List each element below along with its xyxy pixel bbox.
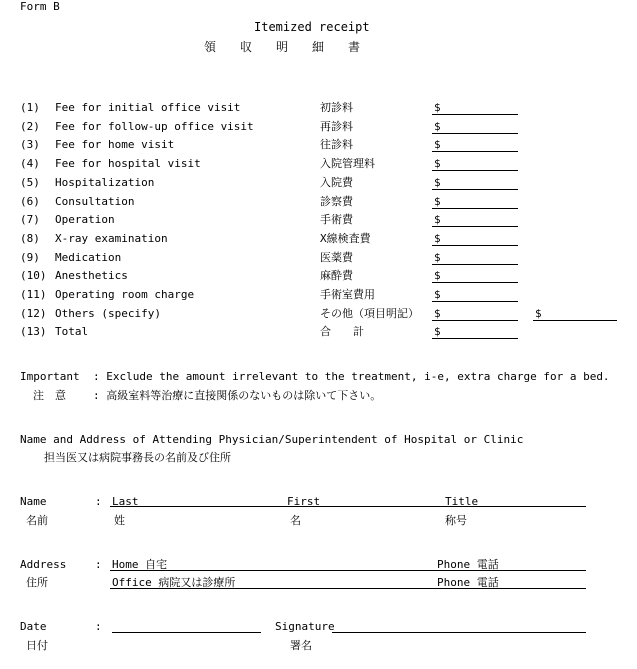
address-colon: : [95, 558, 102, 571]
office-address-label: Office 病院又は診療所 [112, 576, 236, 589]
item-label-japanese: 診察費 [320, 195, 353, 208]
item-label-english: Fee for initial office visit [55, 101, 241, 114]
important-text-ja: : 高級室料等治療に直接関係のないものは除いて下さい。 [93, 389, 382, 402]
first-name-label-ja: 名 [290, 514, 301, 527]
item-label-english: Others (specify) [55, 307, 161, 320]
amount-field[interactable] [432, 245, 518, 246]
amount-currency: $ [434, 120, 441, 133]
item-label-japanese: 往診料 [320, 138, 353, 151]
item-label-english: Fee for home visit [55, 138, 175, 151]
others-amount-currency: $ [535, 307, 542, 320]
amount-field[interactable] [432, 151, 518, 152]
amount-currency: $ [434, 101, 441, 114]
item-label-japanese: 入院費 [320, 176, 353, 189]
signature-label: Signature [275, 620, 335, 633]
office-address-line[interactable] [110, 588, 586, 589]
item-label-japanese: 入院管理料 [320, 157, 375, 170]
name-field-line[interactable] [110, 506, 586, 507]
item-number: (13) [20, 325, 47, 338]
item-number: (5) [20, 176, 40, 189]
date-label: Date [20, 620, 47, 633]
amount-currency: $ [434, 232, 441, 245]
item-number: (6) [20, 195, 40, 208]
important-label-ja: 注 意 [33, 389, 66, 402]
item-label-english: Hospitalization [55, 176, 155, 189]
item-number: (4) [20, 157, 40, 170]
item-label-japanese: その他（項目明記） [320, 307, 419, 320]
amount-currency: $ [434, 195, 441, 208]
last-name-label-ja: 姓 [114, 514, 125, 527]
signature-field-line[interactable] [332, 632, 586, 633]
name-label: Name [20, 495, 47, 508]
amount-currency: $ [434, 307, 441, 320]
title-label: Title [445, 495, 479, 508]
item-number: (10) [20, 269, 47, 282]
amount-currency: $ [434, 251, 441, 264]
name-colon: : [95, 495, 102, 508]
amount-field[interactable] [432, 189, 518, 190]
item-label-english: Total [55, 325, 89, 338]
address-label-ja: 住所 [26, 576, 48, 589]
item-label-japanese: 再診料 [320, 120, 353, 133]
amount-currency: $ [434, 213, 441, 226]
item-number: (2) [20, 120, 40, 133]
title-label-ja: 称号 [445, 514, 467, 527]
date-colon: : [95, 620, 102, 633]
amount-currency: $ [434, 288, 441, 301]
date-field-line[interactable] [112, 632, 261, 633]
item-label-english: Medication [55, 251, 122, 264]
item-label-japanese: 医薬費 [320, 251, 353, 264]
item-label-english: Consultation [55, 195, 135, 208]
item-label-japanese: X線検査費 [320, 232, 371, 245]
physician-heading-ja: 担当医又は病院事務長の名前及び住所 [44, 451, 231, 464]
amount-field[interactable] [432, 208, 518, 209]
amount-field[interactable] [432, 282, 518, 283]
name-label-ja: 名前 [26, 514, 48, 527]
home-address-label: Home 自宅 [112, 558, 168, 571]
office-phone-label: Phone 電話 [437, 576, 499, 589]
amount-currency: $ [434, 176, 441, 189]
item-label-japanese: 麻酔費 [320, 269, 353, 282]
item-number: (8) [20, 232, 40, 245]
amount-field[interactable] [432, 338, 518, 339]
home-address-line[interactable] [110, 570, 586, 571]
item-number: (11) [20, 288, 47, 301]
physician-heading: Name and Address of Attending Physician/Superintendent of Hospital or Clinic [20, 433, 524, 446]
amount-field[interactable] [432, 264, 518, 265]
first-name-label: First [287, 495, 321, 508]
important-label: Important [20, 370, 80, 383]
item-label-english: Fee for hospital visit [55, 157, 201, 170]
item-label-english: Operating room charge [55, 288, 195, 301]
home-phone-label: Phone 電話 [437, 558, 499, 571]
item-label-english: Anesthetics [55, 269, 128, 282]
address-label: Address [20, 558, 67, 571]
item-label-english: X-ray examination [55, 232, 168, 245]
title-english: Itemized receipt [254, 20, 370, 34]
item-number: (1) [20, 101, 40, 114]
item-number: (9) [20, 251, 40, 264]
item-label-english: Operation [55, 213, 115, 226]
amount-field[interactable] [432, 170, 518, 171]
amount-field[interactable] [432, 226, 518, 227]
title-japanese: 領 収 明 細 書 [204, 40, 361, 54]
amount-field[interactable] [432, 320, 518, 321]
date-label-ja: 日付 [26, 639, 48, 652]
amount-currency: $ [434, 269, 441, 282]
amount-currency: $ [434, 138, 441, 151]
amount-field[interactable] [432, 114, 518, 115]
amount-currency: $ [434, 325, 441, 338]
amount-field[interactable] [432, 301, 518, 302]
amount-field[interactable] [432, 133, 518, 134]
others-specify-field[interactable] [533, 320, 617, 321]
form-label: Form B [20, 0, 60, 13]
item-label-japanese: 手術費 [320, 213, 353, 226]
amount-currency: $ [434, 157, 441, 170]
item-label-english: Fee for follow-up office visit [55, 120, 254, 133]
item-label-japanese: 手術室費用 [320, 288, 375, 301]
last-name-label: Last [112, 495, 139, 508]
item-label-japanese: 初診料 [320, 101, 353, 114]
item-number: (3) [20, 138, 40, 151]
important-text: : Exclude the amount irrelevant to the treatment, i-e, extra charge for a bed. [93, 370, 610, 383]
signature-label-ja: 署名 [290, 639, 312, 652]
item-label-japanese: 合 計 [320, 325, 364, 338]
item-number: (7) [20, 213, 40, 226]
item-number: (12) [20, 307, 47, 320]
